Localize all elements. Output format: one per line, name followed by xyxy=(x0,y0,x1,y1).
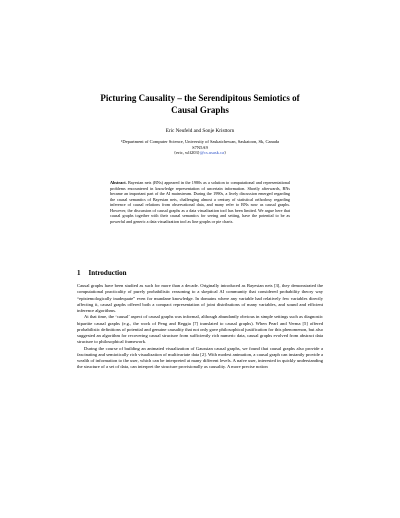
section-title: Introduction xyxy=(88,269,127,277)
affiliation xyxy=(60,139,340,156)
affiliation-line-2: S7N5A9 xyxy=(192,144,208,150)
abstract xyxy=(110,180,290,224)
section-heading xyxy=(77,269,327,278)
paragraph-3: During the course of building an animated visualization of Gaussian causal graphs, we found that causal graphs also provide a fascinating and semiotically rich visualization of multivariate data [2]. With modest animation, a causal graph can instantly provide a wealth of information to the user, which can be interpreted at many different levels. A naïve user, interested in quickly understanding the structure of a set of data, can interpret the structure provisionally as causality. A more precise notion xyxy=(77,345,323,370)
email-prefix: {eric, wlf203} xyxy=(173,150,200,156)
section-number: 1 xyxy=(77,269,81,277)
email-link[interactable]: @cs.usask.ca xyxy=(199,150,225,156)
abstract-label: Abstract. xyxy=(110,180,127,185)
affiliation-line-1: ¹Department of Computer Science, University of Saskatchewan, Saskatoon, Sk, Canada xyxy=(121,139,279,144)
email-suffix: } xyxy=(224,150,227,156)
email-line xyxy=(60,150,340,156)
body-text xyxy=(77,283,323,371)
paper-title xyxy=(60,92,340,116)
paragraph-1: Causal graphs have been studied as such for more than a decade. Originally introduced as Bayesian nets [3], they demonstrated the computational practicality of purely probabilistic reasoning to a skeptical AI community that considered probability theory way “epistemologically inadequate” even for mundane knowledge. In domains where any variable had relatively few variables directly affecting it, causal graphs offered both a compact representation of joint distributions of many variables, and sound and efficient inference algorithms. xyxy=(77,283,323,313)
paragraph-2: At that time, the ‘causal’ aspect of causal graphs was informal, although abundantly obvious in simple settings such as diagnostic bipartite causal graphs (e.g., the work of Peng and Reggia [7] translated to causal graphs). When Pearl and Verma [5] offered probabilistic definitions of potential and genuine causality that not only gave philosophical justification for this phenomenon, but also suggested an algorithm for recovering causal structure from sufficiently rich numeric data, causal graphs evolved from abstract data structure to philosophical framework. xyxy=(77,314,323,345)
title-line-2: Causal Graphs xyxy=(171,105,229,115)
author-names: Eric Neufeld and Sonje Kristtorn xyxy=(165,128,235,134)
title-line-1: Picturing Causality – the Serendipitous Semiotics of xyxy=(100,93,300,103)
abstract-text: Bayesian nets (BNs) appeared in the 1980s as a solution to computational and representational problems encountered in knowledge representation of uncertain information. Shortly afterwards, BNs became an important part of the AI mainstream. During the 1990s, a lively discussion emerged regarding the causal semantics of Bayesian nets, challenging almost a century of statistical orthodoxy regarding inference of causal relations from observational data, and many refer to BNs now as causal graphs. However, the discussion of causal graphs as a data visualization tool has been limited. We argue here that causal graphs together with their causal semantics for seeing and setting, have the potential to be as powerful and generic a data visualization tool as line graphs or pie charts. xyxy=(110,180,290,224)
